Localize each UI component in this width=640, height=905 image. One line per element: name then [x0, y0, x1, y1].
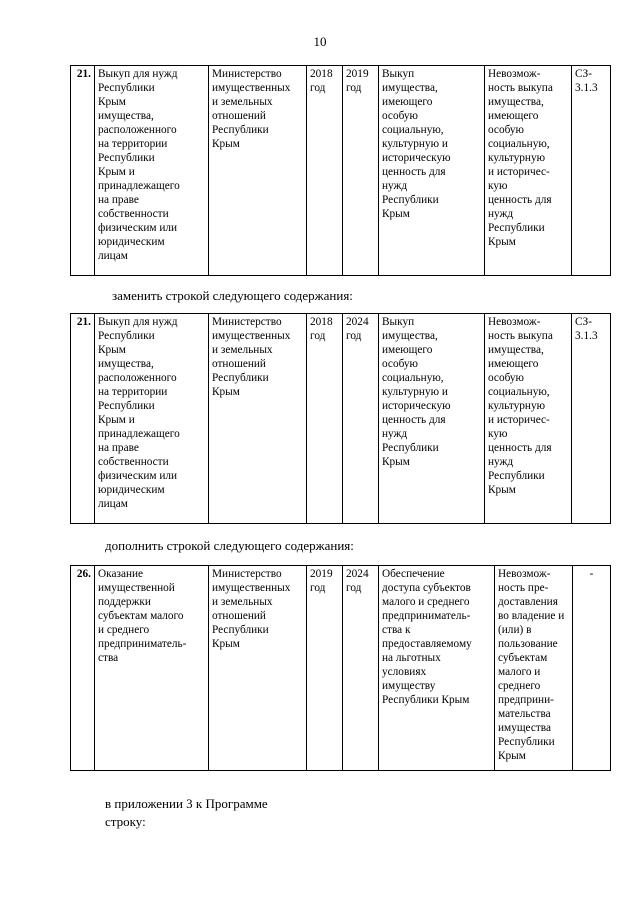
end-year-cell: 2019 год	[343, 66, 379, 276]
table-row	[71, 66, 611, 276]
row-number: 21.	[71, 66, 95, 276]
indicator-link-cell: СЗ- 3.1.3	[572, 66, 611, 276]
appendix-instruction: в приложении 3 к Программе строку:	[105, 796, 268, 829]
replace-instruction: заменить строкой следующего содержания:	[112, 288, 353, 303]
page-number: 10	[313, 34, 327, 49]
table-original-row-21	[70, 65, 611, 276]
start-year-cell: 2018 год	[307, 66, 343, 276]
table-row	[71, 314, 611, 524]
consequences-cell: Невозмож- ность пре- доставления во владение и (или) в пользование субъектам малого и среднего предприни- мательства имущества Республики Крым	[495, 566, 573, 771]
table-new-row-26	[70, 565, 611, 771]
indicator-link-cell: -	[573, 566, 611, 771]
row-number: 21.	[71, 314, 95, 524]
executor-cell: Министерство имущественных и земельных отношений Республики Крым	[209, 314, 307, 524]
measure-name-cell: Выкуп для нужд Республики Крым имущества, расположенного на территории Республики Крым и принадлежащего на праве собственности физическим или юридическим лицам	[95, 66, 209, 276]
start-year-cell: 2019 год	[307, 566, 343, 771]
measure-name-cell: Выкуп для нужд Республики Крым имущества, расположенного на территории Республики Крым и принадлежащего на праве собственности физическим или юридическим лицам	[95, 314, 209, 524]
table-row	[71, 566, 611, 771]
expected-result-cell: Выкуп имущества, имеющего особую социальную, культурную и историческую ценность для нужд Республики Крым	[379, 66, 485, 276]
end-year-cell: 2024 год	[343, 566, 379, 771]
table-replacement-row-21	[70, 313, 611, 524]
executor-cell: Министерство имущественных и земельных отношений Республики Крым	[209, 66, 307, 276]
expected-result-cell: Обеспечение доступа субъектов малого и среднего предприниматель- ства к предоставляемому на льготных условиях имуществу Республики Крым	[379, 566, 495, 771]
end-year-cell: 2024 год	[343, 314, 379, 524]
start-year-cell: 2018 год	[307, 314, 343, 524]
row-number: 26.	[71, 566, 95, 771]
consequences-cell: Невозмож- ность выкупа имущества, имеющего особую социальную, культурную и историчес- кую ценность для нужд Республики Крым	[485, 314, 572, 524]
executor-cell: Министерство имущественных и земельных отношений Республики Крым	[209, 566, 307, 771]
indicator-link-cell: СЗ- 3.1.3	[572, 314, 611, 524]
append-instruction: дополнить строкой следующего содержания:	[105, 538, 354, 553]
expected-result-cell: Выкуп имущества, имеющего особую социальную, культурную и историческую ценность для нужд Республики Крым	[379, 314, 485, 524]
consequences-cell: Невозмож- ность выкупа имущества, имеющего особую социальную, культурную и историчес- кую ценность для нужд Республики Крым	[485, 66, 572, 276]
measure-name-cell: Оказание имущественной поддержки субъектам малого и среднего предприниматель- ства	[95, 566, 209, 771]
